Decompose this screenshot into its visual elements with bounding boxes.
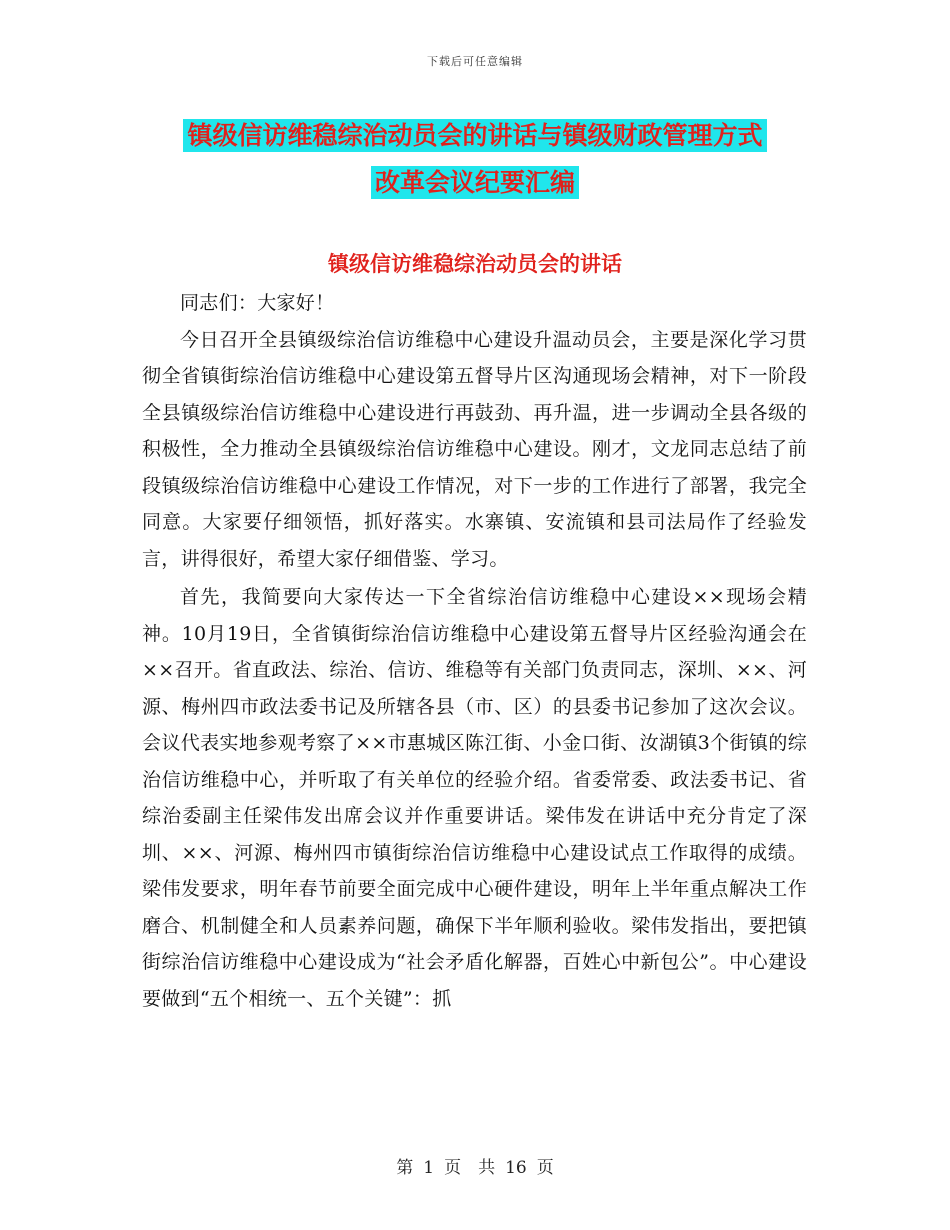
page-total: 16 — [505, 1158, 527, 1178]
document-title-line2: 改革会议纪要汇编 — [371, 166, 579, 199]
page-prefix: 第 — [396, 1158, 414, 1178]
page-mid: 页 共 — [444, 1158, 496, 1178]
document-title — [140, 112, 810, 206]
header-note: 下载后可任意编辑 — [427, 55, 523, 68]
paragraph-meeting-summary: 首先，我简要向大家传达一下全省综治信访维稳中心建设××现场会精神。10月19日，全省镇街综治信访维稳中心建设第五督导片区经验沟通会在××召开。省直政法、综治、信访、维稳等有关部门负责同志，深圳、××、河源、梅州四市政法委书记及所辖各县（市、区）的县委书记参加了这次会议。会议代表实地参观考察了××市惠城区陈江街、小金口街、汝湖镇3个街镇的综治信访维稳中心，并听取了有关单位的经验介绍。省委常委、政法委书记、省综治委副主任梁伟发出席会议并作重要讲话。梁伟发在讲话中充分肯定了深圳、××、河源、梅州四市镇街综治信访维稳中心建设试点工作取得的成绩。梁伟发要求，明年春节前要全面完成中心硬件建设，明年上半年重点解决工作磨合、机制健全和人员素养问题，确保下半年顺利验收。梁伟发指出，要把镇街综治信访维稳中心建设成为“社会矛盾化解器，百姓心中新包公”。中心建设要做到“五个相统一、五个关键”：抓 — [142, 586, 807, 1010]
document-body — [142, 285, 807, 1017]
paragraph-greeting: 同志们：大家好！ — [180, 292, 335, 314]
page-suffix: 页 — [536, 1158, 554, 1178]
page-current: 1 — [423, 1158, 435, 1178]
section-title: 镇级信访维稳综治动员会的讲话 — [328, 251, 622, 276]
page-footer — [0, 1153, 950, 1178]
paragraph-introduction: 今日召开全县镇级综治信访维稳中心建设升温动员会，主要是深化学习贯彻全省镇街综治信访维稳中心建设第五督导片区沟通现场会精神，对下一阶段全县镇级综治信访维稳中心建设进行再鼓劲、再升温，进一步调动全县各级的积极性，全力推动全县镇级综治信访维稳中心建设。刚才，文龙同志总结了前段镇级综治信访维稳中心建设工作情况，对下一步的工作进行了部署，我完全同意。大家要仔细领悟，抓好落实。水寨镇、安流镇和县司法局作了经验发言，讲得很好，希望大家仔细借鉴、学习。 — [142, 328, 807, 570]
document-title-line1: 镇级信访维稳综治动员会的讲话与镇级财政管理方式 — [183, 119, 766, 152]
